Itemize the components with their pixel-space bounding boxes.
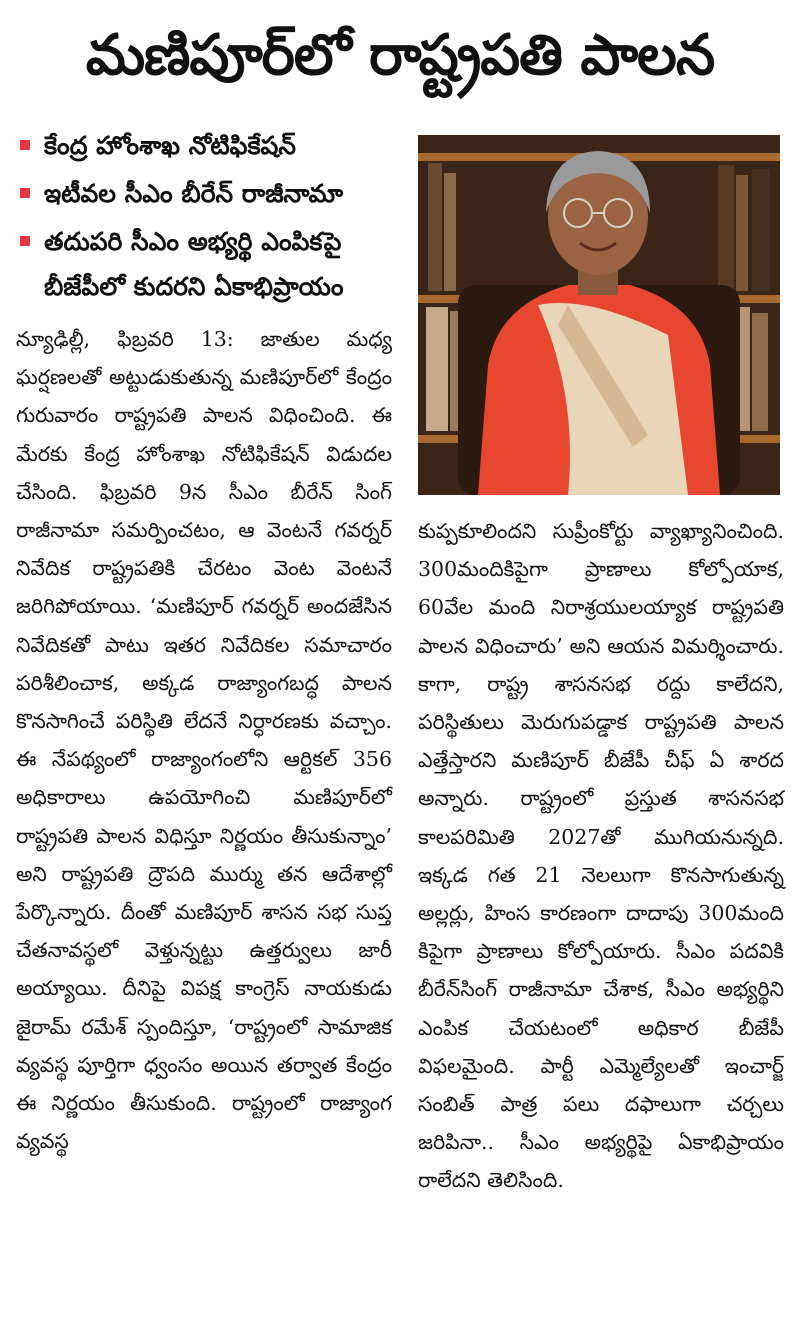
article-text: కుప్పకూలిందని సుప్రీంకోర్టు వ్యాఖ్యానించింది. 300మందికిపైగా ప్రాణాలు కోల్పోయాక, 60వేల మంది నిరాశ్రయులయ్యాక రాష్ట్రపతి పాలన విధించారు’ అని ఆయన విమర్శించారు. కాగా, రాష్ట్ర శాసనసభ రద్దు కాలేదని, పరిస్థితులు మెరుగుపడ్డాక రాష్ట్రపతి పాలన ఎత్తేస్తారని మణిపూర్ బీజేపీ చీఫ్ ఏ శారద అన్నారు. రాష్ట్రంలో ప్రస్తుత శాసనసభ కాలపరిమితి 2027తో ముగియనున్నది. ఇక్కడ గత 21 నెలలుగా కొనసాగుతున్న అల్లర్లు, హింస కారణంగా దాదాపు 300మంది కిపైగా ప్రాణాలు కోల్పోయారు. సీఎం పదవికి బీరేన్‌సింగ్ రాజీనామా చేశాక, సీఎం అభ్యర్థిని ఎంపిక చేయటంలో అధికార బీజేపీ విఫలమైంది. పార్టీ ఎమ్మెల్యేలతో ఇంచార్జ్ సంబిత్ పాత్ర పలు దఫాలుగా చర్చలు జరిపినా.. సీఎం అభ్యర్థిపై ఏకాభిప్రాయం రాలేదని తెలిసింది. (418, 519, 784, 1193)
bullet-square-icon (20, 140, 30, 150)
summary-bullets (14, 122, 404, 308)
bullet-item (14, 170, 404, 218)
bullet-square-icon (20, 236, 30, 246)
bullet-text: ఇటీవల సీఎం బీరేన్ రాజీనామా (44, 179, 344, 208)
bullet-item (14, 218, 404, 266)
bullet-item (14, 122, 404, 170)
portrait-illustration (418, 135, 780, 495)
bullet-item-continued (14, 266, 404, 308)
bullet-text: బీజేపీలో కుదరని ఏకాభిప్రాయం (44, 272, 344, 301)
article-column-right (418, 512, 784, 1200)
bullet-text: కేంద్ర హోంశాఖ నోటిఫికేషన్ (44, 131, 296, 160)
portrait-photo (418, 135, 780, 495)
bullet-square-icon (20, 188, 30, 198)
bullet-text: తదుపరి సీఎం అభ్యర్థి ఎంపికపై (44, 227, 342, 256)
headline: మణిపూర్‌లో రాష్ట్రపతి పాలన (85, 23, 715, 88)
article-column-left (16, 320, 392, 1160)
article-text: న్యూఢిల్లీ, ఫిబ్రవరి 13: జాతుల మధ్య ఘర్షణలతో అట్టుడుకుతున్న మణిపూర్‌లో కేంద్రం గురువారం రాష్ట్రపతి పాలన విధించింది. ఈ మేరకు కేంద్ర హోంశాఖ నోటిఫికేషన్ విడుదల చేసింది. ఫిబ్రవరి 9న సీఎం బీరేన్ సింగ్ రాజీనామా సమర్పించటం, ఆ వెంటనే గవర్నర్ నివేదిక రాష్ట్రపతికి చేరటం వెంట వెంటనే జరిగిపోయాయి. ‘మణిపూర్ గవర్నర్ అందజేసిన నివేదికతో పాటు ఇతర నివేదికల సమాచారం పరిశీలించాక, అక్కడ రాజ్యాంగబద్ధ పాలన కొనసాగించే పరిస్థితి లేదనే నిర్ధారణకు వచ్చాం. ఈ నేపథ్యంలో రాజ్యాంగంలోని ఆర్టికల్ 356 అధికారాలు ఉపయోగించి మణిపూర్‌లో రాష్ట్రపతి పాలన విధిస్తూ నిర్ణయం తీసుకున్నాం’ అని రాష్ట్రపతి ద్రౌపది ముర్ము తన ఆదేశాల్లో పేర్కొన్నారు. దీంతో మణిపూర్ శాసన సభ సుప్త చేతనావస్థలో వెళ్తున్నట్టు ఉత్తర్వులు జారీ అయ్యాయి. దీనిపై విపక్ష కాంగ్రెస్ నాయకుడు జైరామ్ రమేశ్ స్పందిస్తూ, ‘రాష్ట్రంలో సామాజిక వ్యవస్థ పూర్తిగా ధ్వంసం అయిన తర్వాత కేంద్రం ఈ నిర్ణయం తీసుకుంది. రాష్ట్రంలో రాజ్యాంగ వ్యవస్థ (16, 327, 392, 1154)
